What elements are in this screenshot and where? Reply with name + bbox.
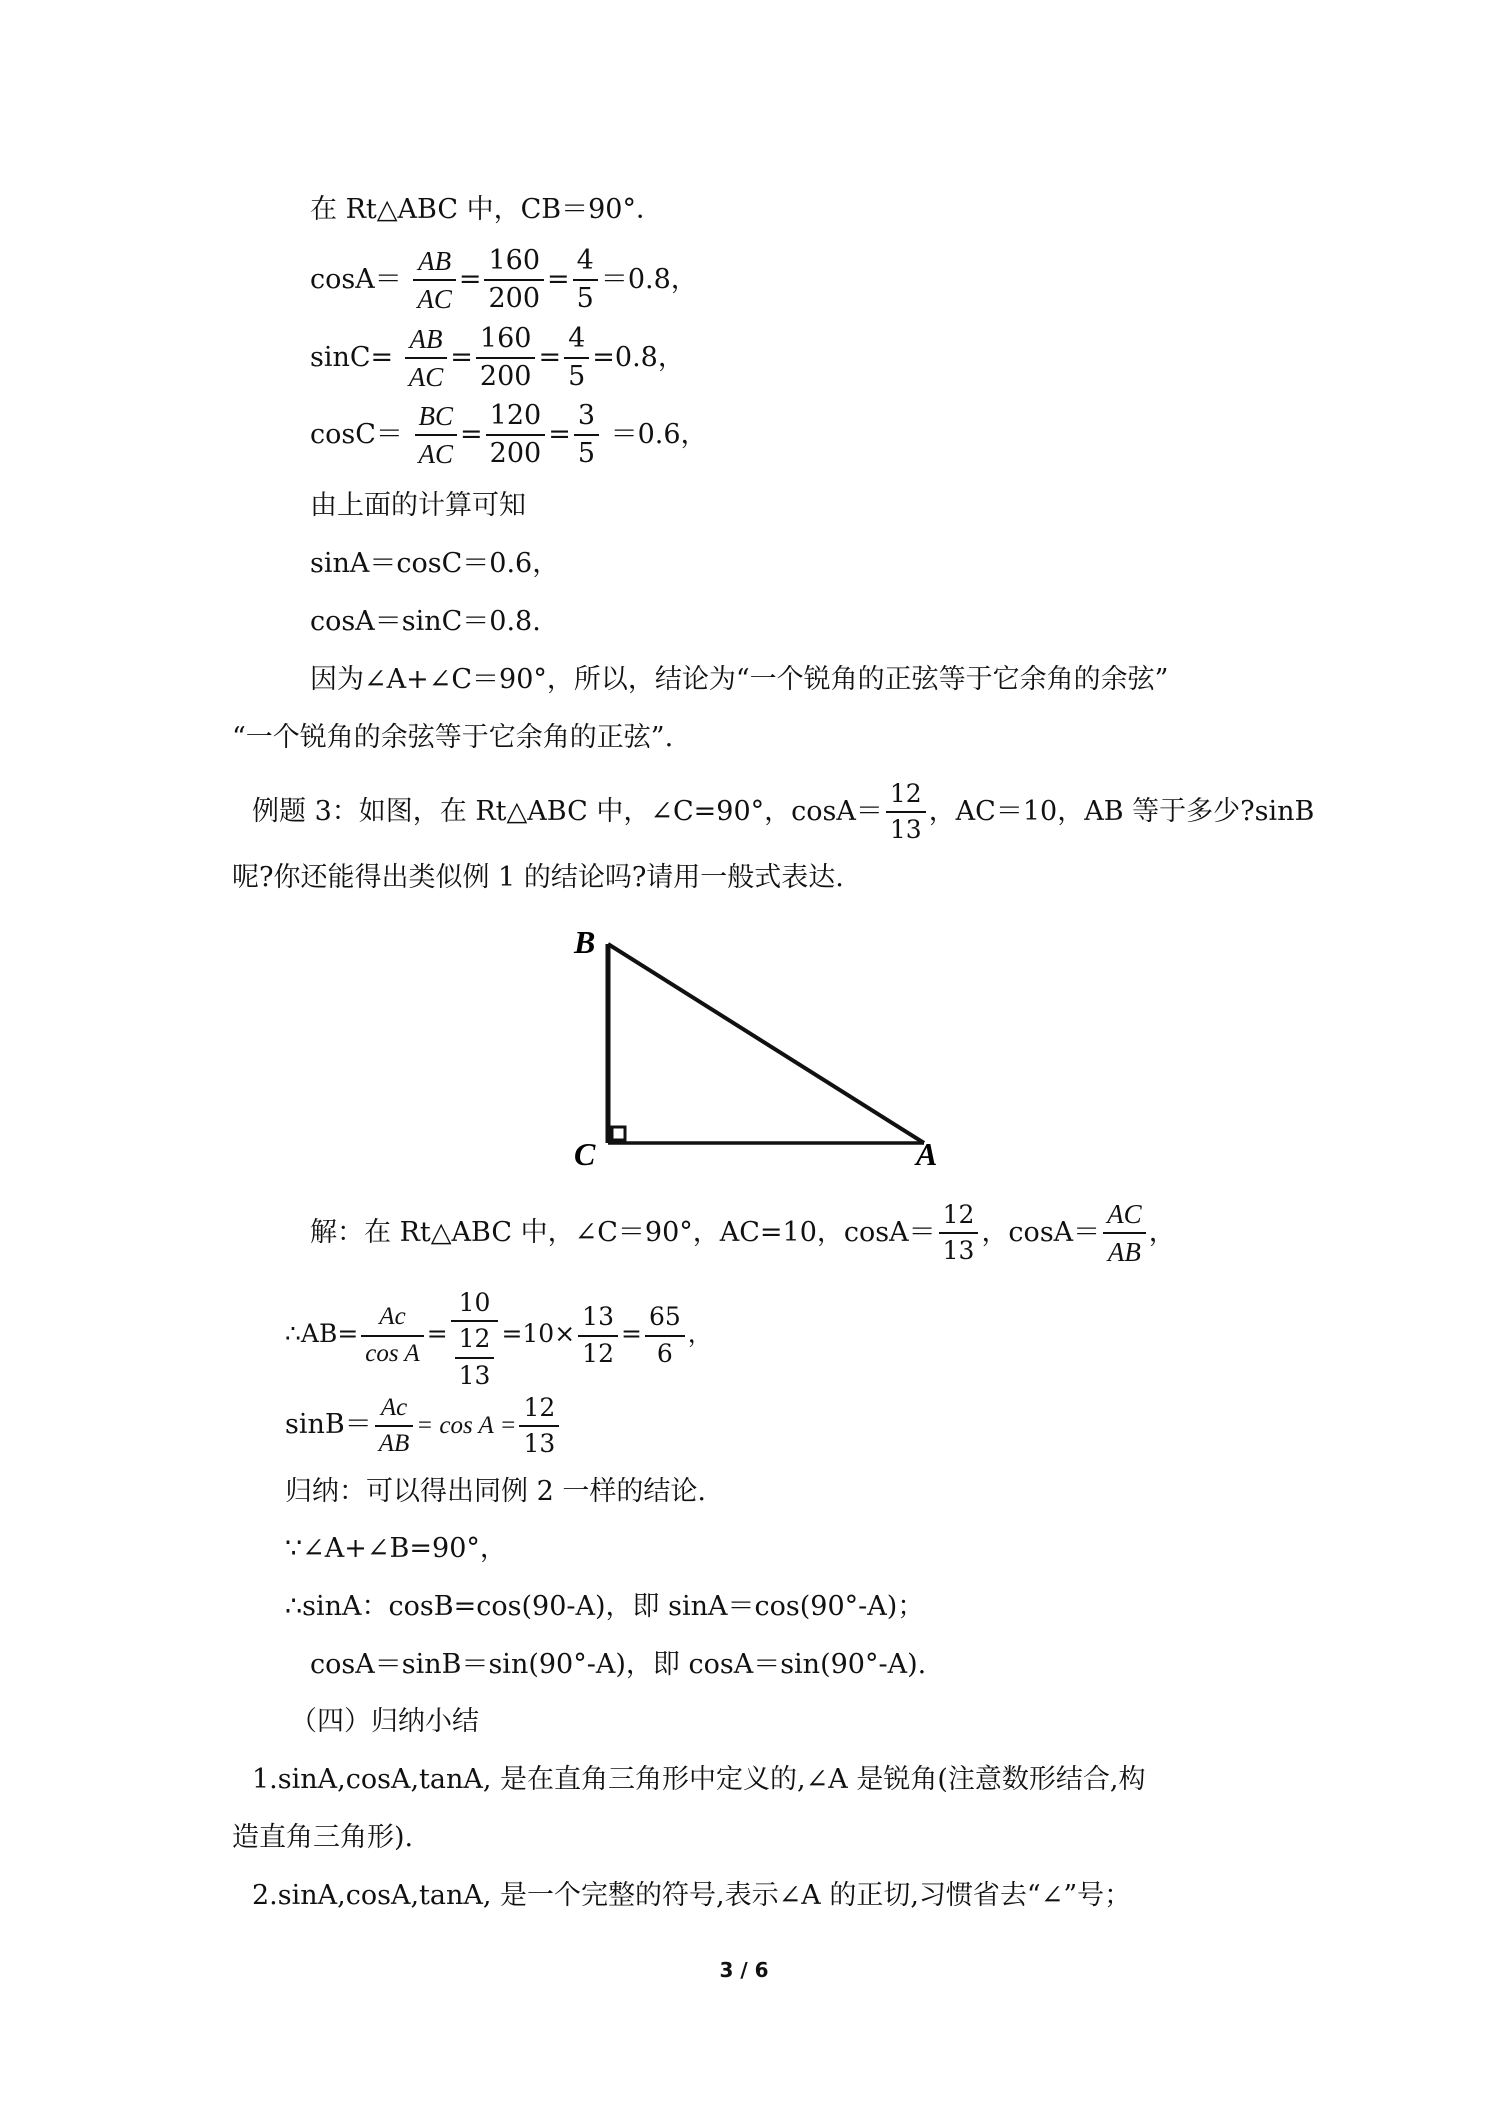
fraction <box>573 247 598 314</box>
right-triangle-figure <box>560 925 960 1175</box>
fraction <box>519 1395 559 1458</box>
equals: = <box>460 418 483 450</box>
equation-cosC <box>310 402 708 469</box>
result: ＝0.8， <box>600 263 698 295</box>
page-number: 3 / 6 <box>719 1958 769 1982</box>
numerator: 12 <box>519 1395 559 1427</box>
eq-label: ∴AB= <box>285 1319 359 1348</box>
fraction <box>578 1304 618 1367</box>
numerator: 12 <box>886 781 926 813</box>
denominator: 12 <box>582 1338 614 1368</box>
result: ＝0.6， <box>610 418 708 450</box>
numerator: Ac <box>375 1395 414 1427</box>
sol-text: ， <box>1148 1216 1176 1248</box>
fraction <box>1103 1200 1146 1267</box>
denominator: 5 <box>576 283 594 315</box>
vertex-b-label: B <box>574 925 596 960</box>
fraction <box>574 402 599 469</box>
vertex-c-label: C <box>574 1136 596 1172</box>
denominator: 6 <box>656 1338 673 1368</box>
numerator: 13 <box>578 1304 618 1336</box>
text-line: 造直角三角形). <box>232 1822 414 1853</box>
vertex-a-label: A <box>916 1136 938 1172</box>
equals: = <box>450 341 473 373</box>
eq-label: cosA＝ <box>310 263 402 295</box>
fraction <box>645 1304 685 1367</box>
fraction <box>939 1202 979 1265</box>
eq-label: sinC= <box>310 341 394 373</box>
text-line: “一个锐角的余弦等于它余角的正弦”. <box>232 722 674 753</box>
denominator: cos A <box>365 1339 420 1367</box>
equation-sinB <box>285 1395 562 1458</box>
text-line: ∴sinA：cosB=cos(90-A)，即 sinA＝cos(90°-A)； <box>285 1591 925 1622</box>
right-angle-mark <box>612 1127 625 1140</box>
text-line: 2.sinA,cosA,tanA, 是一个完整的符号,表示∠A 的正切,习惯省去“∠”号； <box>252 1880 1132 1911</box>
numerator: 12 <box>939 1202 979 1234</box>
equals: = <box>538 341 562 373</box>
denominator: 200 <box>489 438 542 470</box>
eq-label: sinB＝ <box>285 1408 372 1440</box>
equals: = <box>547 263 570 295</box>
sol-text: ，cosA＝ <box>981 1216 1101 1248</box>
equation-sinC <box>310 325 685 392</box>
denominator: 5 <box>568 361 586 393</box>
numerator: 160 <box>476 325 536 359</box>
numerator: AB <box>413 247 456 281</box>
fraction <box>886 781 926 844</box>
numerator: 120 <box>486 402 546 436</box>
equals: = <box>426 1319 448 1348</box>
numerator: 3 <box>574 402 599 436</box>
text-line: 呢?你还能得出类似例 1 的结论吗?请用一般式表达. <box>232 862 844 893</box>
text-line: ∵∠A+∠B=90°， <box>285 1533 507 1564</box>
equation-ab <box>285 1290 713 1389</box>
example-3-line1 <box>252 781 1314 844</box>
denominator: AB <box>378 1430 410 1458</box>
equals: = <box>548 418 571 450</box>
equation-cosA <box>310 247 698 314</box>
ex3-text: 例题 3：如图，在 Rt△ABC 中，∠C=90°，cosA＝ <box>252 795 883 827</box>
denominator: AC <box>417 284 452 315</box>
ex3-text: ，AC＝10，AB 等于多少?sinB <box>928 795 1315 827</box>
denominator: AB <box>1107 1237 1141 1268</box>
fraction <box>486 402 546 469</box>
equals: = <box>620 1319 642 1348</box>
text-line: 由上面的计算可知 <box>310 490 526 521</box>
compound-fraction <box>451 1290 499 1389</box>
sol-text: 解：在 Rt△ABC 中，∠C＝90°，AC=10，cosA＝ <box>310 1216 936 1248</box>
numerator: AB <box>405 325 448 359</box>
fraction <box>375 1395 414 1458</box>
denominator: AC <box>408 362 444 393</box>
fraction <box>405 325 448 392</box>
numerator: 10 <box>451 1290 499 1322</box>
fraction <box>564 325 589 392</box>
denominator: 13 <box>523 1429 556 1459</box>
numerator: 12 <box>455 1326 495 1358</box>
numerator: Ac <box>361 1304 423 1336</box>
fraction <box>484 247 544 314</box>
denominator: 13 <box>889 815 922 845</box>
denominator: 13 <box>942 1236 975 1266</box>
cos-a-expr: = cos A = <box>416 1411 517 1439</box>
multiply: =10× <box>501 1319 576 1348</box>
text-line: 因为∠A+∠C＝90°，所以，结论为“一个锐角的正弦等于它余角的余弦” <box>310 664 1169 695</box>
sol-text: ， <box>687 1319 713 1348</box>
denominator <box>451 1322 499 1389</box>
fraction <box>413 247 456 314</box>
text-line: cosA＝sinC＝0.8. <box>310 606 541 637</box>
text-line: cosA＝sinB＝sin(90°-A)，即 cosA＝sin(90°-A). <box>310 1649 927 1680</box>
side-ab <box>608 944 924 1143</box>
denominator: 200 <box>488 283 541 315</box>
equals: = <box>458 263 482 295</box>
fraction <box>361 1304 423 1367</box>
text-line: 1.sinA,cosA,tanA, 是在直角三角形中定义的,∠A 是锐角(注意数形结合,构 <box>252 1764 1146 1795</box>
numerator: 4 <box>564 325 589 359</box>
numerator: 4 <box>573 247 598 281</box>
denominator: 200 <box>479 361 532 393</box>
numerator: 160 <box>484 247 544 281</box>
denominator: AC <box>418 439 454 470</box>
fraction <box>455 1326 495 1389</box>
text-line: 归纳：可以得出同例 2 一样的结论. <box>285 1476 706 1507</box>
fraction <box>476 325 536 392</box>
solution-line <box>310 1200 1176 1267</box>
numerator: 65 <box>645 1304 685 1336</box>
denominator: 5 <box>577 438 595 470</box>
text-line: 在 Rt△ABC 中，CB＝90°． <box>310 194 663 225</box>
numerator: BC <box>415 402 458 436</box>
numerator: AC <box>1103 1200 1146 1234</box>
fraction <box>415 402 458 469</box>
text-line: sinA＝cosC＝0.6， <box>310 548 560 579</box>
eq-label: cosC＝ <box>310 418 403 450</box>
section-heading: （四）归纳小结 <box>290 1706 479 1737</box>
denominator: 13 <box>458 1360 491 1390</box>
result: =0.8， <box>592 341 685 373</box>
